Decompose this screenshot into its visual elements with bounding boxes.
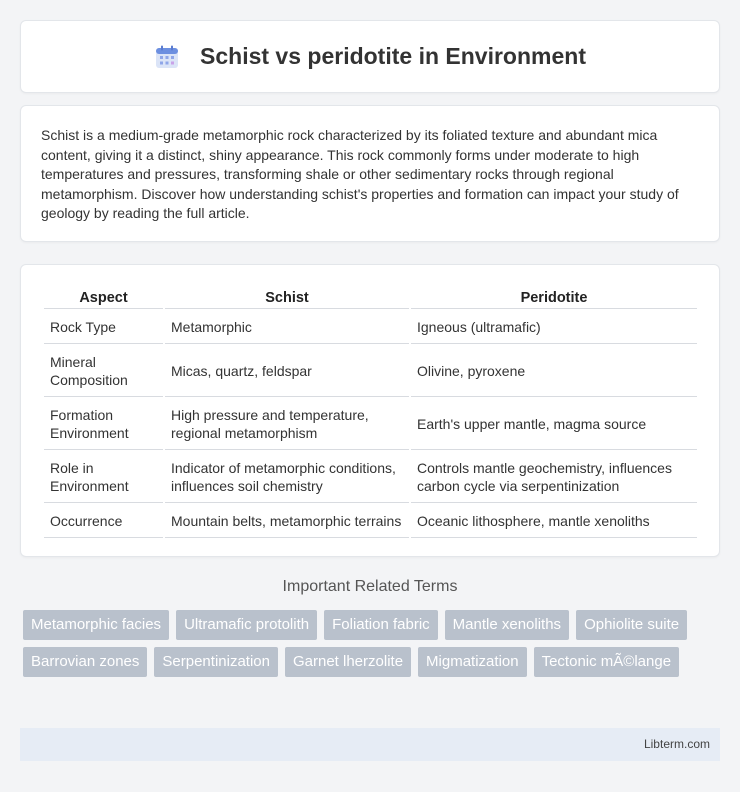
- table-cell: Mountain belts, metamorphic terrains: [165, 505, 409, 538]
- table-cell: Controls mantle geochemistry, influences carbon cycle via serpentinization: [411, 452, 697, 503]
- related-term-tag[interactable]: Ophiolite suite: [576, 610, 687, 640]
- table-cell: High pressure and temperature, regional metamorphism: [165, 399, 409, 450]
- title-wrap: [154, 43, 586, 70]
- table-cell: Formation Environment: [44, 399, 163, 450]
- header-card: [20, 20, 720, 93]
- related-term-tag[interactable]: Mantle xenoliths: [445, 610, 569, 640]
- related-terms-title: Important Related Terms: [282, 578, 458, 595]
- related-term-tag[interactable]: Tectonic mÃ©lange: [534, 647, 679, 677]
- related-term-tag[interactable]: Serpentinization: [154, 647, 278, 677]
- header-peridotite: Peridotite: [411, 287, 697, 309]
- table-row: [44, 311, 697, 344]
- table-row: [44, 452, 697, 503]
- table-cell: Role in Environment: [44, 452, 163, 503]
- table-cell: Metamorphic: [165, 311, 409, 344]
- table-cell: Igneous (ultramafic): [411, 311, 697, 344]
- table-row: [44, 399, 697, 450]
- table-cell: Micas, quartz, feldspar: [165, 346, 409, 397]
- header-schist: Schist: [165, 287, 409, 309]
- page-title: Schist vs peridotite in Environment: [200, 43, 586, 69]
- footer: [20, 728, 720, 761]
- footer-brand-link[interactable]: Libterm.com: [643, 737, 710, 751]
- table-cell: Occurrence: [44, 505, 163, 538]
- table-cell: Indicator of metamorphic conditions, influences soil chemistry: [165, 452, 409, 503]
- related-term-tag[interactable]: Garnet lherzolite: [285, 647, 411, 677]
- calendar-icon: [154, 44, 180, 70]
- table-cell: Mineral Composition: [44, 346, 163, 397]
- table-row: [44, 505, 697, 538]
- table-cell: Rock Type: [44, 311, 163, 344]
- table-header-row: [44, 287, 697, 309]
- header-aspect: Aspect: [44, 287, 163, 309]
- table-row: [44, 346, 697, 397]
- table-cell: Olivine, pyroxene: [411, 346, 697, 397]
- related-term-tag[interactable]: Metamorphic facies: [23, 610, 169, 640]
- related-terms-list: [23, 610, 723, 684]
- intro-card: [20, 105, 720, 242]
- comparison-table: [42, 285, 699, 540]
- related-term-tag[interactable]: Migmatization: [418, 647, 527, 677]
- related-term-tag[interactable]: Ultramafic protolith: [176, 610, 317, 640]
- table-cell: Earth's upper mantle, magma source: [411, 399, 697, 450]
- table-cell: Oceanic lithosphere, mantle xenoliths: [411, 505, 697, 538]
- related-term-tag[interactable]: Foliation fabric: [324, 610, 438, 640]
- intro-text: Schist is a medium-grade metamorphic rock characterized by its foliated texture and abundant mica content, giving it a distinct, shiny appearance. This rock commonly forms under moderate to high temperatures and pressures, transforming shale or other sedimentary rocks through regional metamorphism. Discover how understanding schist's properties and formation can impact your study of geology by reading the full article.: [41, 127, 679, 221]
- comparison-table-card: [20, 264, 720, 557]
- related-term-tag[interactable]: Barrovian zones: [23, 647, 147, 677]
